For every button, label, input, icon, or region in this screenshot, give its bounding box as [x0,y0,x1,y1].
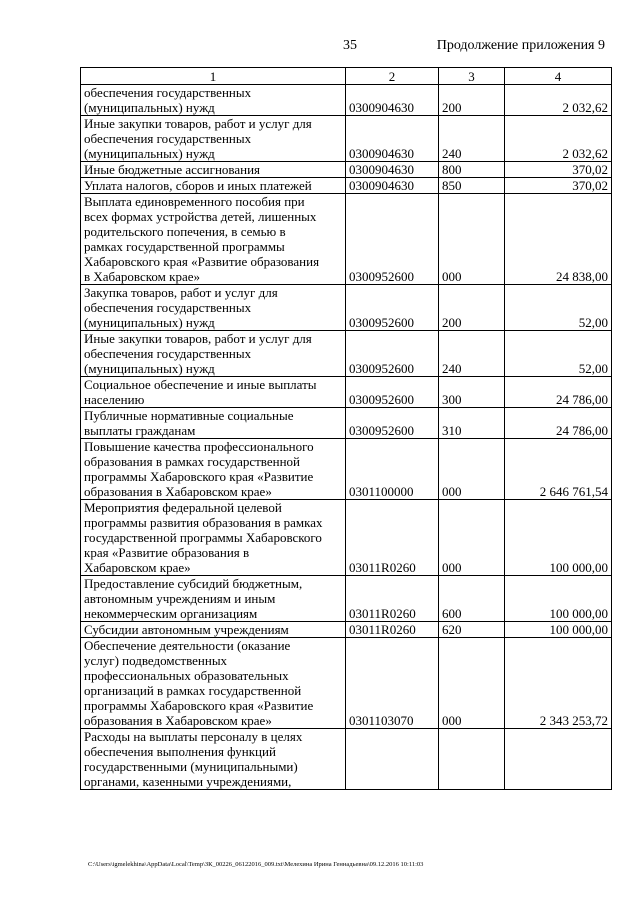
column-header: 1 [81,68,346,85]
target-code-cell [346,729,439,790]
target-code-cell: 0300904630 [346,116,439,162]
appendix-continuation-label: Продолжение приложения 9 [436,38,605,53]
amount-cell: 100 000,00 [505,500,612,576]
expense-name-cell: Социальное обеспечение и иные выплаты населению [81,377,346,408]
amount-cell: 2 646 761,54 [505,439,612,500]
amount-cell: 2 032,62 [505,116,612,162]
amount-cell: 52,00 [505,285,612,331]
expense-kind-cell: 000 [439,500,505,576]
table-row [81,729,612,790]
table-row [81,116,612,162]
expense-kind-cell: 800 [439,162,505,178]
expense-name-cell: обеспечения государственных (муниципальных) нужд [81,85,346,116]
target-code-cell: 0301103070 [346,638,439,729]
table-row [81,194,612,285]
expense-name-cell: Публичные нормативные социальные выплаты гражданам [81,408,346,439]
target-code-cell: 03011R0260 [346,500,439,576]
column-header: 2 [346,68,439,85]
expense-kind-cell: 310 [439,408,505,439]
target-code-cell: 0300952600 [346,194,439,285]
expense-kind-cell: 000 [439,439,505,500]
amount-cell: 370,02 [505,162,612,178]
table-row [81,439,612,500]
amount-cell: 24 786,00 [505,377,612,408]
expense-name-cell: Повышение качества профессионального образования в рамках государственной программы Хабаровского края «Развитие образования в Хабаровском крае» [81,439,346,500]
amount-cell: 24 786,00 [505,408,612,439]
expense-name-cell: Предоставление субсидий бюджетным, автономным учреждениям и иным некоммерческим организациям [81,576,346,622]
amount-cell: 52,00 [505,331,612,377]
amount-cell [505,729,612,790]
budget-table [80,67,612,790]
table-row [81,638,612,729]
amount-cell: 100 000,00 [505,576,612,622]
target-code-cell: 03011R0260 [346,576,439,622]
expense-name-cell: Иные бюджетные ассигнования [81,162,346,178]
expense-kind-cell: 000 [439,194,505,285]
target-code-cell: 0301100000 [346,439,439,500]
expense-name-cell: Мероприятия федеральной целевой программы развития образования в рамках государственной программы Хабаровского края «Развитие образования в Хабаровском крае» [81,500,346,576]
expense-kind-cell: 200 [439,85,505,116]
expense-name-cell: Иные закупки товаров, работ и услуг для обеспечения государственных (муниципальных) нужд [81,331,346,377]
expense-name-cell: Иные закупки товаров, работ и услуг для обеспечения государственных (муниципальных) нужд [81,116,346,162]
expense-kind-cell [439,729,505,790]
page-number: 35 [343,38,357,53]
expense-kind-cell: 850 [439,178,505,194]
table-row [81,285,612,331]
expense-name-cell: Уплата налогов, сборов и иных платежей [81,178,346,194]
amount-cell: 370,02 [505,178,612,194]
amount-cell: 2 343 253,72 [505,638,612,729]
column-header: 4 [505,68,612,85]
table-header-row [81,68,612,85]
amount-cell: 2 032,62 [505,85,612,116]
table-row [81,331,612,377]
target-code-cell: 0300952600 [346,331,439,377]
table-row [81,178,612,194]
amount-cell: 100 000,00 [505,622,612,638]
footer-file-path: C:\Users\igmelekhina\AppData\Local\Temp\ЗК_00226_06122016_009.txt\Мелехина Ирина Геннадьевна\09.12.2016 10:11:03 [88,861,424,868]
table-row [81,377,612,408]
table-row [81,500,612,576]
expense-kind-cell: 300 [439,377,505,408]
target-code-cell: 0300952600 [346,377,439,408]
target-code-cell: 0300904630 [346,85,439,116]
expense-kind-cell: 000 [439,638,505,729]
expense-kind-cell: 620 [439,622,505,638]
expense-kind-cell: 240 [439,331,505,377]
target-code-cell: 03011R0260 [346,622,439,638]
expense-name-cell: Субсидии автономным учреждениям [81,622,346,638]
table-row [81,576,612,622]
target-code-cell: 0300952600 [346,408,439,439]
table-row [81,162,612,178]
amount-cell: 24 838,00 [505,194,612,285]
column-header: 3 [439,68,505,85]
expense-kind-cell: 240 [439,116,505,162]
table-row [81,622,612,638]
expense-name-cell: Обеспечение деятельности (оказание услуг) подведомственных профессиональных образовательных организаций в рамках государственной программы Хабаровского края «Развитие образования в Хабаровском крае» [81,638,346,729]
target-code-cell: 0300952600 [346,285,439,331]
target-code-cell: 0300904630 [346,178,439,194]
target-code-cell: 0300904630 [346,162,439,178]
expense-name-cell: Расходы на выплаты персоналу в целях обеспечения выполнения функций государственными (муниципальными) органами, казенными учреждениями, [81,729,346,790]
table-row [81,408,612,439]
expense-name-cell: Закупка товаров, работ и услуг для обеспечения государственных (муниципальных) нужд [81,285,346,331]
expense-kind-cell: 200 [439,285,505,331]
expense-kind-cell: 600 [439,576,505,622]
expense-name-cell: Выплата единовременного пособия при всех формах устройства детей, лишенных родительского попечения, в семью в рамках государственной программы Хабаровского края «Развитие образования в Хабаровском крае» [81,194,346,285]
table-row [81,85,612,116]
